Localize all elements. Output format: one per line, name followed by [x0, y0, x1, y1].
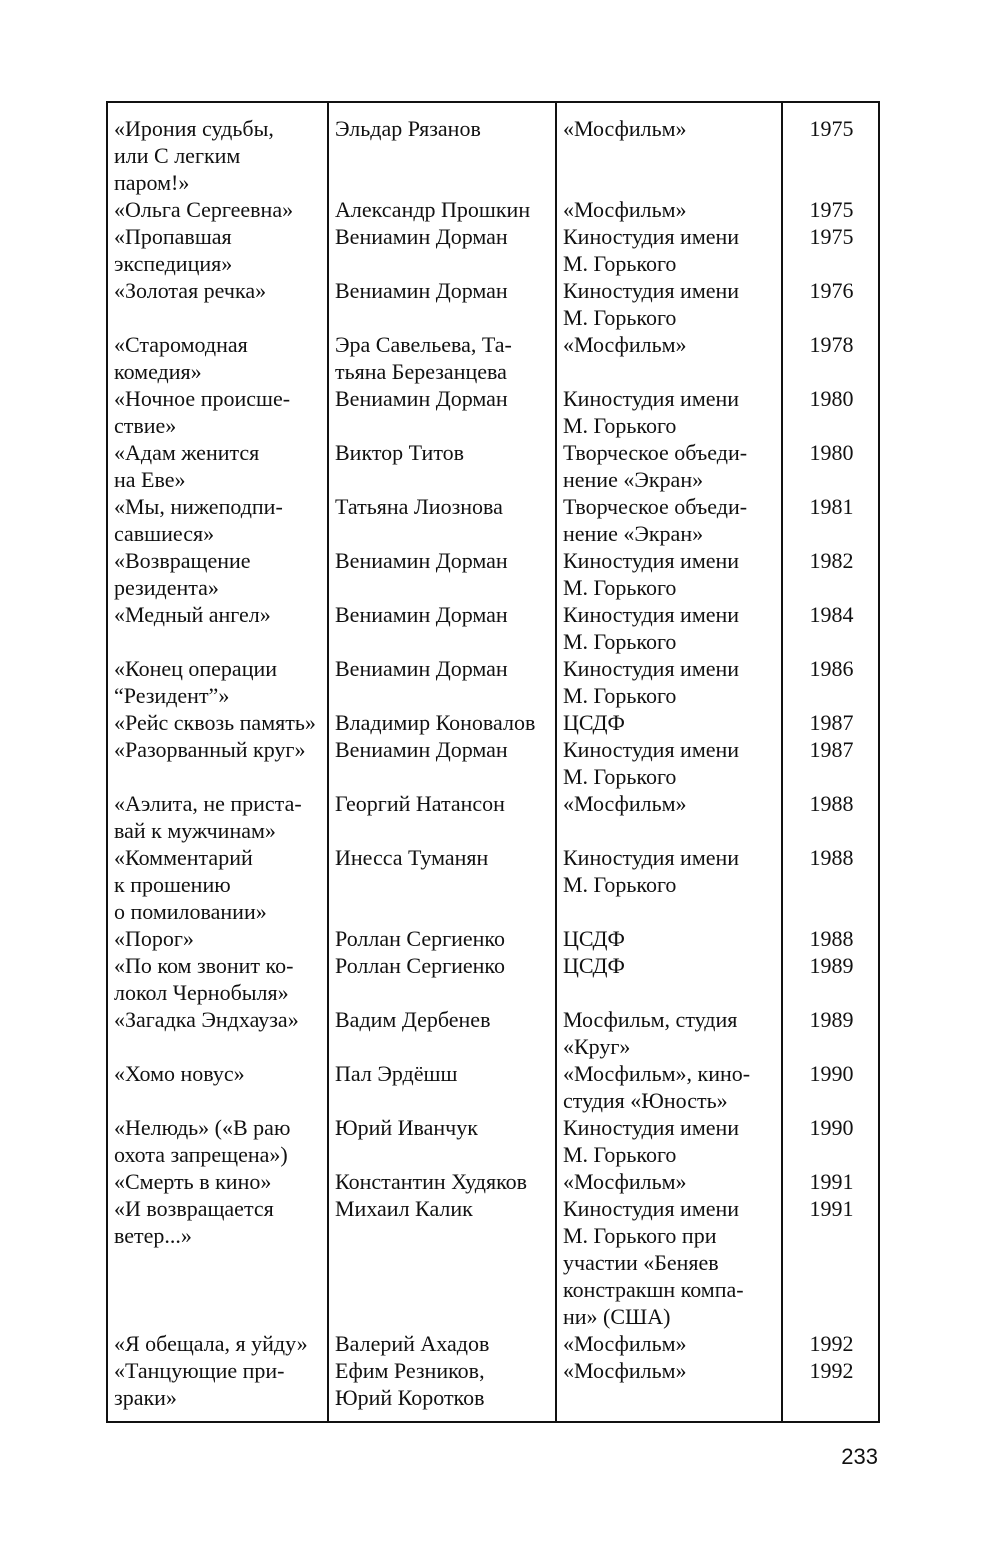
year-cell: 1989 — [782, 952, 879, 1006]
year-cell: 1975 — [782, 102, 879, 196]
studio-cell: ЦСДФ — [556, 709, 782, 736]
table-row — [107, 385, 879, 439]
director-cell: Вениамин Дорман — [328, 223, 556, 277]
table-row — [107, 925, 879, 952]
year-cell: 1988 — [782, 844, 879, 925]
studio-cell: Творческое объеди- нение «Экран» — [556, 439, 782, 493]
studio-cell: Киностудия имени М. Горького при участии «Беняев констракшн компа- ни» (США) — [556, 1195, 782, 1330]
year-cell: 1990 — [782, 1114, 879, 1168]
studio-cell: «Мосфильм» — [556, 790, 782, 844]
director-cell: Валерий Ахадов — [328, 1330, 556, 1357]
director-cell: Юрий Иванчук — [328, 1114, 556, 1168]
director-cell: Роллан Сергиенко — [328, 925, 556, 952]
film-title-cell: «Рейс сквозь память» — [107, 709, 328, 736]
director-cell: Роллан Сергиенко — [328, 952, 556, 1006]
table-row — [107, 223, 879, 277]
year-cell: 1992 — [782, 1357, 879, 1422]
table-row — [107, 277, 879, 331]
film-title-cell: «Танцующие при- зраки» — [107, 1357, 328, 1422]
film-title-cell: «Нелюдь» («В раю охота запрещена») — [107, 1114, 328, 1168]
year-cell: 1987 — [782, 709, 879, 736]
film-title-cell: «Конец операции “Резидент”» — [107, 655, 328, 709]
film-title-cell: «Порог» — [107, 925, 328, 952]
film-title-cell: «Старомодная комедия» — [107, 331, 328, 385]
table-row — [107, 1060, 879, 1114]
film-title-cell: «Хомо новус» — [107, 1060, 328, 1114]
studio-cell: Киностудия имени М. Горького — [556, 736, 782, 790]
film-title-cell: «Аэлита, не приста- вай к мужчинам» — [107, 790, 328, 844]
studio-cell: «Мосфильм», кино- студия «Юность» — [556, 1060, 782, 1114]
table-row — [107, 709, 879, 736]
film-title-cell: «Возвращение резидента» — [107, 547, 328, 601]
studio-cell: «Мосфильм» — [556, 1357, 782, 1422]
table-row — [107, 439, 879, 493]
director-cell: Татьяна Лиознова — [328, 493, 556, 547]
studio-cell: Мосфильм, студия «Круг» — [556, 1006, 782, 1060]
director-cell: Георгий Натансон — [328, 790, 556, 844]
year-cell: 1976 — [782, 277, 879, 331]
film-title-cell: «Ночное происше- ствие» — [107, 385, 328, 439]
year-cell: 1975 — [782, 196, 879, 223]
film-title-cell: «Разорванный круг» — [107, 736, 328, 790]
studio-cell: ЦСДФ — [556, 952, 782, 1006]
year-cell: 1975 — [782, 223, 879, 277]
table-row — [107, 790, 879, 844]
table-row — [107, 1114, 879, 1168]
table-row — [107, 601, 879, 655]
studio-cell: «Мосфильм» — [556, 1168, 782, 1195]
studio-cell: Киностудия имени М. Горького — [556, 601, 782, 655]
studio-cell: Киностудия имени М. Горького — [556, 655, 782, 709]
director-cell: Михаил Калик — [328, 1195, 556, 1330]
director-cell: Виктор Титов — [328, 439, 556, 493]
film-title-cell: «Ольга Сергеевна» — [107, 196, 328, 223]
film-title-cell: «Ирония судьбы, или С легким паром!» — [107, 102, 328, 196]
year-cell: 1978 — [782, 331, 879, 385]
table-row — [107, 547, 879, 601]
table-row — [107, 1330, 879, 1357]
studio-cell: Творческое объеди- нение «Экран» — [556, 493, 782, 547]
year-cell: 1982 — [782, 547, 879, 601]
table-row — [107, 331, 879, 385]
director-cell: Пал Эрдёшш — [328, 1060, 556, 1114]
film-title-cell: «Медный ангел» — [107, 601, 328, 655]
director-cell: Владимир Коновалов — [328, 709, 556, 736]
director-cell: Константин Худяков — [328, 1168, 556, 1195]
year-cell: 1988 — [782, 790, 879, 844]
director-cell: Эльдар Рязанов — [328, 102, 556, 196]
filmography-rows — [107, 102, 879, 1422]
film-title-cell: «Пропавшая экспедиция» — [107, 223, 328, 277]
table-row — [107, 102, 879, 196]
film-title-cell: «Комментарий к прошению о помиловании» — [107, 844, 328, 925]
director-cell: Вадим Дербенев — [328, 1006, 556, 1060]
studio-cell: Киностудия имени М. Горького — [556, 223, 782, 277]
table-row — [107, 1195, 879, 1330]
year-cell: 1986 — [782, 655, 879, 709]
studio-cell: «Мосфильм» — [556, 1330, 782, 1357]
table-row — [107, 1168, 879, 1195]
film-title-cell: «И возвращается ветер...» — [107, 1195, 328, 1330]
director-cell: Вениамин Дорман — [328, 601, 556, 655]
film-title-cell: «Я обещала, я уйду» — [107, 1330, 328, 1357]
director-cell: Вениамин Дорман — [328, 547, 556, 601]
table-row — [107, 196, 879, 223]
film-title-cell: «По ком звонит ко- локол Чернобыля» — [107, 952, 328, 1006]
table-row — [107, 736, 879, 790]
year-cell: 1989 — [782, 1006, 879, 1060]
director-cell: Александр Прошкин — [328, 196, 556, 223]
studio-cell: «Мосфильм» — [556, 102, 782, 196]
studio-cell: «Мосфильм» — [556, 331, 782, 385]
director-cell: Вениамин Дорман — [328, 277, 556, 331]
studio-cell: Киностудия имени М. Горького — [556, 277, 782, 331]
year-cell: 1991 — [782, 1168, 879, 1195]
year-cell: 1987 — [782, 736, 879, 790]
studio-cell: Киностудия имени М. Горького — [556, 844, 782, 925]
director-cell: Вениамин Дорман — [328, 385, 556, 439]
studio-cell: Киностудия имени М. Горького — [556, 1114, 782, 1168]
year-cell: 1991 — [782, 1195, 879, 1330]
director-cell: Вениамин Дорман — [328, 736, 556, 790]
director-cell: Ефим Резников, Юрий Коротков — [328, 1357, 556, 1422]
film-title-cell: «Загадка Эндхауза» — [107, 1006, 328, 1060]
film-title-cell: «Золотая речка» — [107, 277, 328, 331]
year-cell: 1980 — [782, 385, 879, 439]
director-cell: Вениамин Дорман — [328, 655, 556, 709]
year-cell: 1992 — [782, 1330, 879, 1357]
table-row — [107, 844, 879, 925]
director-cell: Инесса Туманян — [328, 844, 556, 925]
year-cell: 1980 — [782, 439, 879, 493]
studio-cell: «Мосфильм» — [556, 196, 782, 223]
year-cell: 1984 — [782, 601, 879, 655]
year-cell: 1988 — [782, 925, 879, 952]
page-number: 233 — [841, 1444, 878, 1469]
film-title-cell: «Мы, нижеподпи- савшиеся» — [107, 493, 328, 547]
studio-cell: Киностудия имени М. Горького — [556, 547, 782, 601]
filmography-table — [106, 101, 880, 1423]
table-row — [107, 493, 879, 547]
table-row — [107, 1357, 879, 1422]
table-row — [107, 1006, 879, 1060]
film-title-cell: «Смерть в кино» — [107, 1168, 328, 1195]
table-row — [107, 655, 879, 709]
studio-cell: Киностудия имени М. Горького — [556, 385, 782, 439]
year-cell: 1990 — [782, 1060, 879, 1114]
year-cell: 1981 — [782, 493, 879, 547]
table-row — [107, 952, 879, 1006]
director-cell: Эра Савельева, Та- тьяна Березанцева — [328, 331, 556, 385]
studio-cell: ЦСДФ — [556, 925, 782, 952]
film-title-cell: «Адам женится на Еве» — [107, 439, 328, 493]
